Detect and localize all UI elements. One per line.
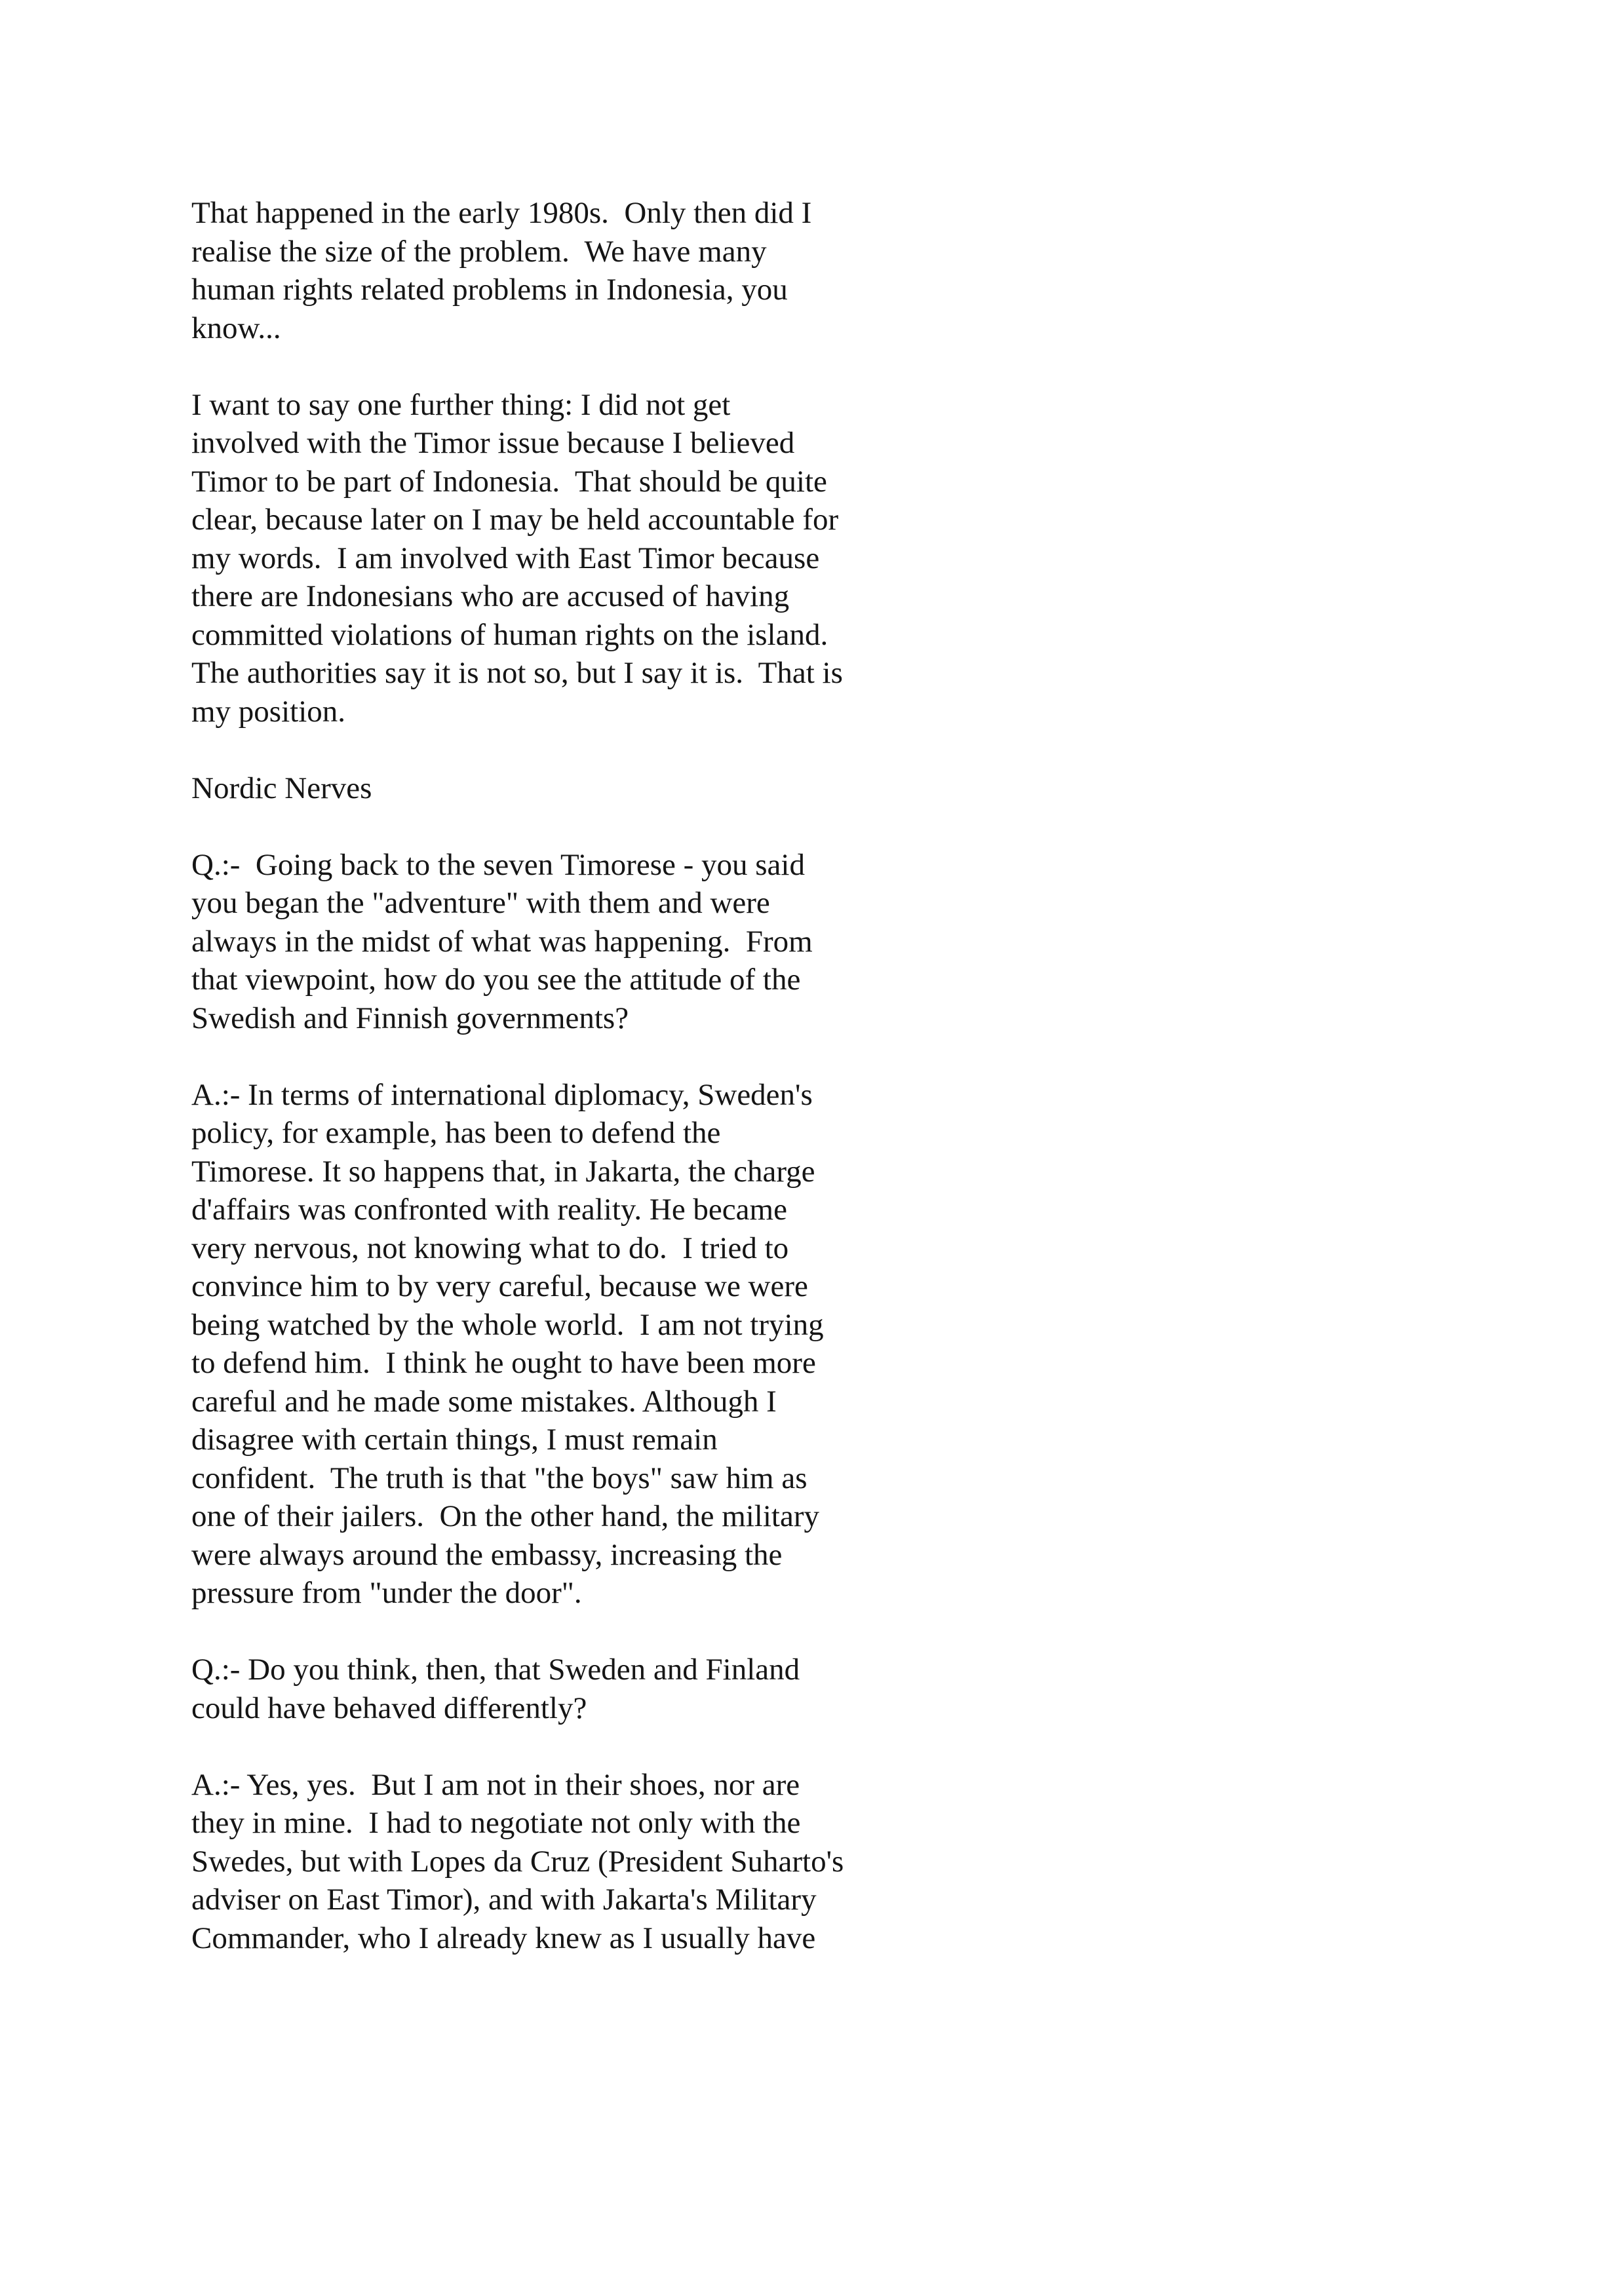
- text-line: Nordic Nerves: [191, 771, 372, 805]
- text-line: one of their jailers. On the other hand, the military: [191, 1499, 819, 1533]
- text-line: A.:- In terms of international diplomacy, Sweden's: [191, 1077, 813, 1112]
- text-line: being watched by the whole world. I am not trying: [191, 1307, 824, 1342]
- text-line: know...: [191, 311, 281, 345]
- text-line: confident. The truth is that "the boys" saw him as: [191, 1461, 808, 1495]
- text-line: Swedes, but with Lopes da Cruz (President Suharto's: [191, 1844, 844, 1879]
- text-line: That happened in the early 1980s. Only then did I: [191, 196, 812, 230]
- text-line: Q.:- Going back to the seven Timorese - you said: [191, 847, 805, 882]
- text-line: The authorities say it is not so, but I say it is. That is: [191, 656, 843, 690]
- document-body: [191, 194, 978, 1957]
- text-line: you began the "adventure" with them and were: [191, 886, 770, 920]
- text-line: were always around the embassy, increasing the: [191, 1537, 783, 1572]
- text-line: there are Indonesians who are accused of having: [191, 579, 790, 613]
- text-line: my position.: [191, 694, 346, 729]
- text-line: clear, because later on I may be held accountable for: [191, 503, 839, 537]
- text-line: always in the midst of what was happening. From: [191, 924, 813, 959]
- paragraph-para-one-further-thing: [191, 386, 978, 731]
- paragraph-question-seven-timorese: [191, 846, 978, 1038]
- text-line: disagree with certain things, I must remain: [191, 1423, 718, 1457]
- text-line: A.:- Yes, yes. But I am not in their shoes, nor are: [191, 1767, 800, 1802]
- text-line: policy, for example, has been to defend the: [191, 1116, 721, 1150]
- text-line: very nervous, not knowing what to do. I tried to: [191, 1231, 789, 1265]
- text-line: my words. I am involved with East Timor because: [191, 541, 820, 575]
- paragraph-question-behaved-differently: [191, 1651, 978, 1727]
- text-line: committed violations of human rights on the island.: [191, 617, 828, 652]
- paragraph-para-early-1980s: [191, 194, 978, 347]
- text-line: realise the size of the problem. We have many: [191, 234, 767, 269]
- text-line: I want to say one further thing: I did not get: [191, 387, 731, 422]
- text-line: careful and he made some mistakes. Although I: [191, 1384, 777, 1419]
- text-line: convince him to by very careful, because we were: [191, 1269, 808, 1303]
- text-line: could have behaved differently?: [191, 1691, 587, 1725]
- text-line: involved with the Timor issue because I believed: [191, 426, 795, 460]
- text-line: they in mine. I had to negotiate not only with the: [191, 1806, 801, 1840]
- text-line: human rights related problems in Indonesia, you: [191, 273, 788, 307]
- text-line: to defend him. I think he ought to have been more: [191, 1346, 816, 1380]
- text-line: Timorese. It so happens that, in Jakarta, the charge: [191, 1154, 815, 1189]
- paragraph-answer-diplomacy: [191, 1076, 978, 1613]
- text-line: d'affairs was confronted with reality. He became: [191, 1193, 787, 1227]
- text-line: that viewpoint, how do you see the attitude of the: [191, 963, 801, 997]
- paragraph-answer-yes-yes: [191, 1766, 978, 1958]
- text-line: pressure from "under the door".: [191, 1576, 582, 1610]
- text-line: adviser on East Timor), and with Jakarta's Military: [191, 1883, 817, 1917]
- paragraph-heading-nordic-nerves: [191, 769, 978, 808]
- text-line: Commander, who I already knew as I usually have: [191, 1921, 816, 1955]
- text-line: Q.:- Do you think, then, that Sweden and Finland: [191, 1653, 800, 1687]
- text-line: Timor to be part of Indonesia. That should be quite: [191, 464, 827, 499]
- text-line: Swedish and Finnish governments?: [191, 1001, 629, 1035]
